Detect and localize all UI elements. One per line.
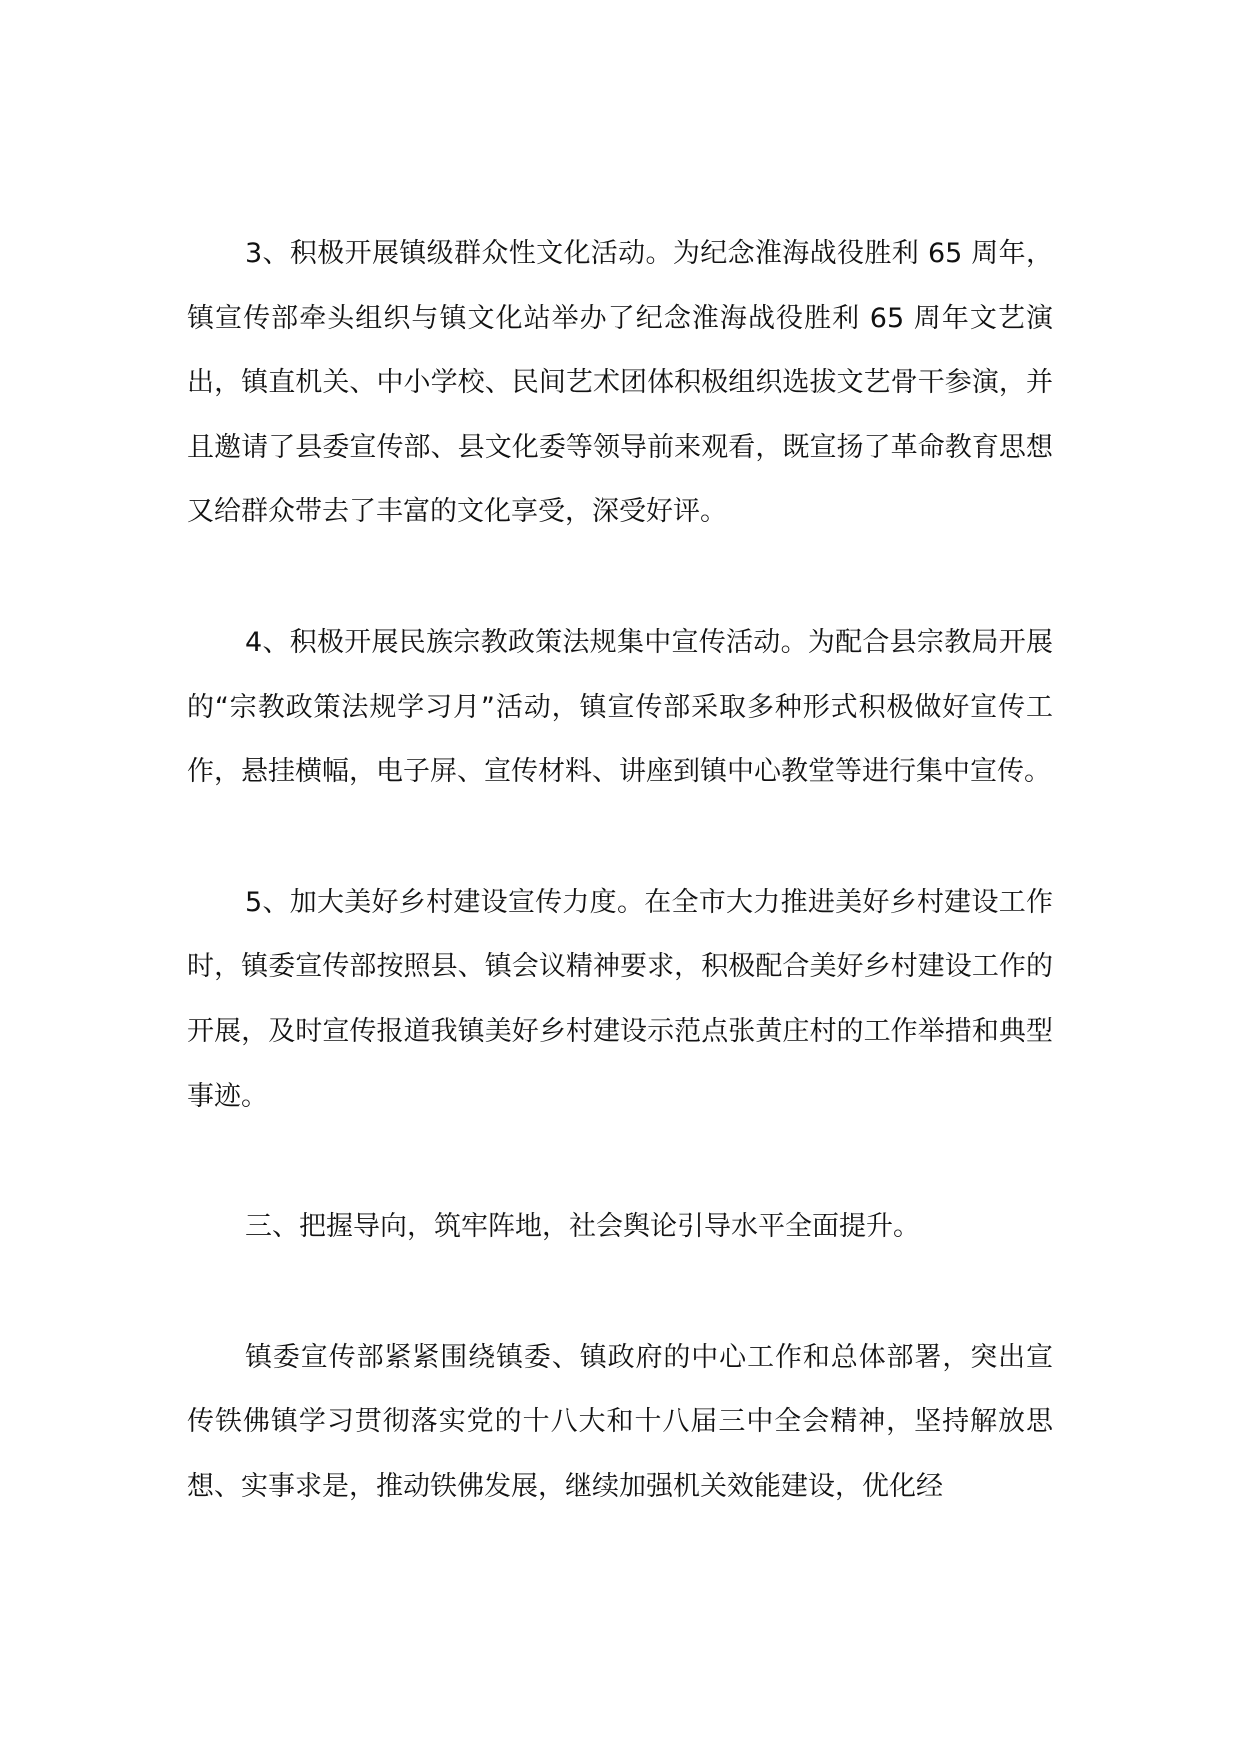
section-heading-three: 三、把握导向，筑牢阵地，社会舆论引导水平全面提升。 xyxy=(245,1211,920,1243)
document-body xyxy=(187,222,1053,1520)
paragraph-cultural-activities: 3、积极开展镇级群众性文化活动。为纪念淮海战役胜利 65 周年，镇宣传部牵头组织与镇文化站举办了纪念淮海战役胜利 65 周年文艺演出，镇直机关、中小学校、民间艺术团体积极组织选拔文艺骨干参演，并且邀请了县委宣传部、县文化委等领导前来观看，既宣扬了革命教育思想又给群众带去了丰富的文化享受，深受好评。 xyxy=(187,238,1053,528)
paragraph-spacer xyxy=(187,1260,1053,1326)
paragraph-public-opinion: 镇委宣传部紧紧围绕镇委、镇政府的中心工作和总体部署，突出宣传铁佛镇学习贯彻落实党的十八大和十八届三中全会精神，坚持解放思想、实事求是，推动铁佛发展，继续加强机关效能建设，优化经 xyxy=(187,1341,1053,1502)
paragraph-spacer xyxy=(187,1129,1053,1195)
paragraph-spacer xyxy=(187,805,1053,871)
paragraph-spacer xyxy=(187,545,1053,611)
paragraph-religious-policy: 4、积极开展民族宗教政策法规集中宣传活动。为配合县宗教局开展的“宗教政策法规学习月”活动，镇宣传部采取多种形式积极做好宣传工作，悬挂横幅，电子屏、宣传材料、讲座到镇中心教堂等进行集中宣传。 xyxy=(187,626,1053,788)
paragraph-rural-construction: 5、加大美好乡村建设宣传力度。在全市大力推进美好乡村建设工作时，镇委宣传部按照县、镇会议精神要求，积极配合美好乡村建设工作的开展，及时宣传报道我镇美好乡村建设示范点张黄庄村的工作举措和典型事迹。 xyxy=(187,886,1053,1112)
